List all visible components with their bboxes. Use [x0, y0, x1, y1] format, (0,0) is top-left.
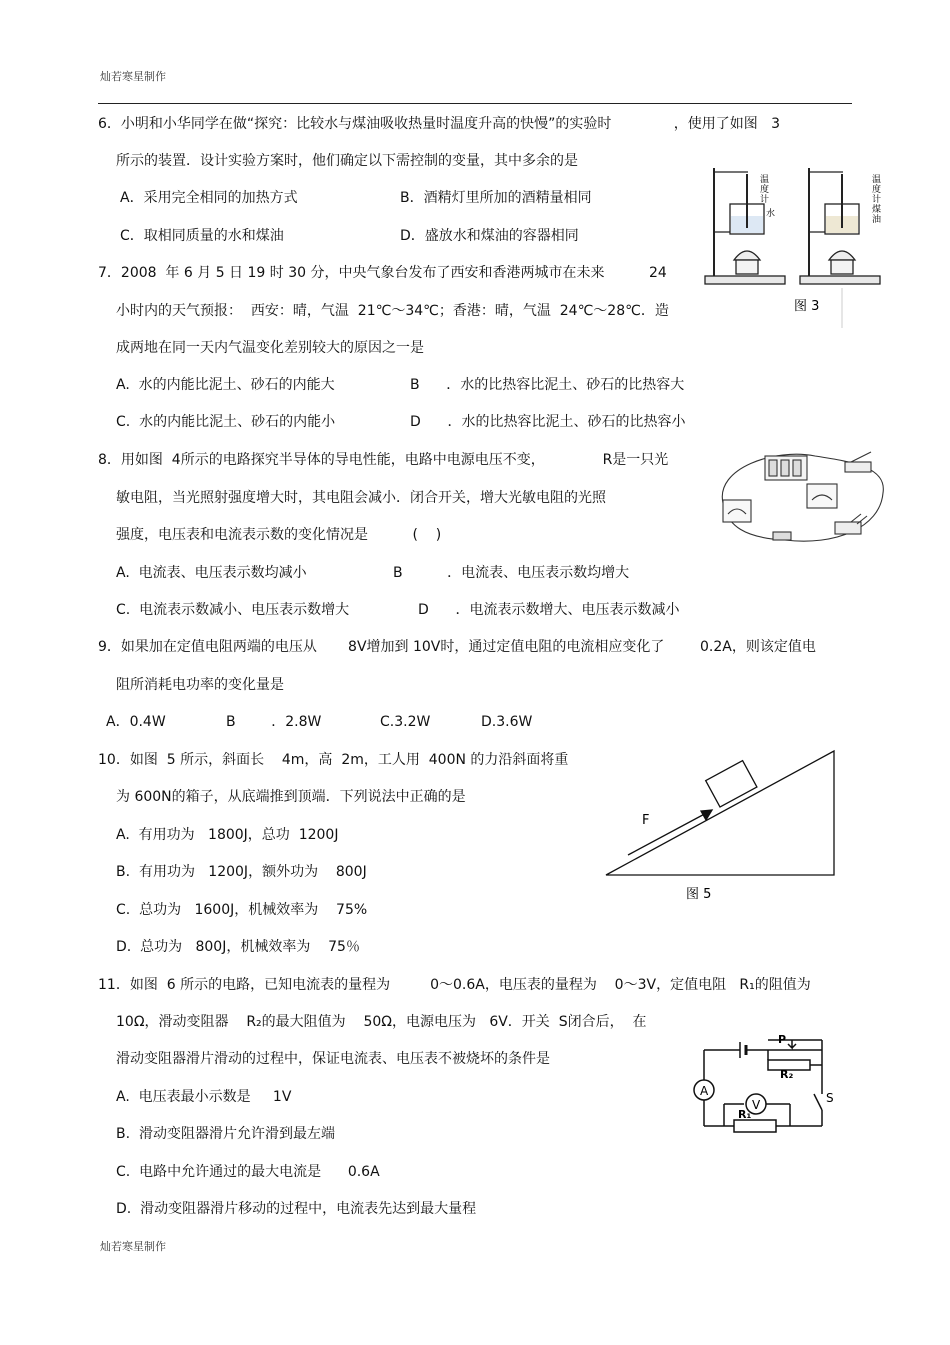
q6-option-c: C．取相同质量的水和煤油 [120, 228, 284, 244]
q10-option-d: D. 总功为 800J，机械效率为 75％ [116, 939, 360, 955]
fig6-switch [814, 1094, 822, 1110]
fig3-label-right-0: 温 [872, 175, 882, 185]
fig6-switch-label: S [826, 1091, 834, 1105]
header-rule [98, 103, 852, 104]
fig3-left-apparatus [705, 168, 785, 284]
fig3-label-right-1: 度 [872, 185, 882, 195]
q7-line-3: 成两地在同一天内气温变化差别较大的原因之一是 [116, 340, 424, 356]
fig4-ammeter [807, 484, 837, 508]
q7-option-b: B ．水的比热容比泥土、砂石的比热容大 [410, 377, 685, 393]
fig6-ammeter-label: A [700, 1084, 709, 1098]
fig6-r1-label: R₁ [738, 1108, 752, 1121]
fig3-caption: 图 3 [794, 299, 820, 314]
q8-line-1: 8．用如图 4所示的电路探究半导体的导电性能，电路中电源电压不变， R是一只光 [98, 452, 669, 468]
q7-option-d: D ．水的比热容比泥土、砂石的比热容小 [410, 414, 686, 430]
fig6-slider-label: P [778, 1033, 787, 1046]
figure-5 [600, 745, 840, 905]
figure-3 [700, 160, 890, 330]
q11-line-1: 11．如图 6 所示的电路，已知电流表的量程为 0～0.6A，电压表的量程为 0～3V，定值电阻 R₁的阻值为 [98, 977, 811, 993]
fig3-label-left-3: 水 [766, 209, 776, 219]
q6-option-d: D．盛放水和煤油的容器相同 [400, 228, 579, 244]
fig6-voltmeter-label: V [752, 1098, 761, 1112]
q11-option-b: B. 滑动变阻器滑片允许滑到最左端 [116, 1126, 335, 1142]
q8-option-d: D ．电流表示数增大、电压表示数减小 [418, 602, 680, 618]
q11-line-3: 滑动变阻器滑片滑动的过程中，保证电流表、电压表不被烧坏的条件是 [116, 1051, 550, 1067]
q7-line-1: 7．2008 年 6 月 5 日 19 时 30 分，中央气象台发布了西安和香港两城市在未来 24 [98, 265, 667, 281]
fig5-force-label: F [642, 813, 650, 828]
q6-line-2: 所示的装置．设计实验方案时，他们确定以下需控制的变量，其中多余的是 [116, 153, 578, 169]
q9-option-d: D.3.6W [481, 714, 533, 730]
fig3-label-left-1: 度 [760, 185, 770, 195]
q7-option-a: A. 水的内能比泥土、砂石的内能大 [116, 377, 335, 393]
fig6-r2-label: R₂ [780, 1068, 794, 1081]
page-header: 灿若寒星制作 [100, 70, 166, 83]
q11-line-2: 10Ω，滑动变阻器 R₂的最大阻值为 50Ω，电源电压为 6V．开关 S闭合后， 在 [116, 1014, 647, 1030]
fig5-incline [606, 751, 834, 875]
q8-option-a: A. 电流表、电压表示数均减小 [116, 565, 307, 581]
q8-option-b: B ．电流表、电压表示数均增大 [393, 565, 630, 581]
q10-option-a: A. 有用功为 1800J，总功 1200J [116, 827, 339, 843]
q10-line-2: 为 600N的箱子，从底端推到顶端．下列说法中正确的是 [116, 789, 466, 805]
q8-line-2: 敏电阻，当光照射强度增大时，其电阻会减小．闭合开关，增大光敏电阻的光照 [116, 490, 606, 506]
q6-option-a: A．采用完全相同的加热方式 [120, 190, 298, 206]
q11-option-d: D. 滑动变阻器滑片移动的过程中，电流表先达到最大量程 [116, 1201, 477, 1217]
fig3-label-right-2: 计 [872, 195, 882, 205]
fig6-r1 [734, 1120, 776, 1132]
fig3-label-right-3: 煤 [872, 205, 882, 215]
q8-option-c: C. 电流表示数减小、电压表示数增大 [116, 602, 350, 618]
q10-line-1: 10．如图 5 所示，斜面长 4m，高 2m，工人用 400N 的力沿斜面将重 [98, 752, 569, 768]
fig4-voltmeter [723, 500, 751, 522]
q10-option-b: B. 有用功为 1200J，额外功为 800J [116, 864, 367, 880]
figure-6 [680, 1030, 845, 1140]
fig5-force-arrow [628, 810, 712, 855]
fig3-label-left-2: 计 [760, 195, 770, 205]
q6-option-b: B．酒精灯里所加的酒精量相同 [400, 190, 592, 206]
fig5-box [706, 761, 757, 807]
q8-line-3: 强度，电压表和电流表示数的变化情况是 ( ) [116, 527, 442, 543]
q11-option-c: C. 电路中允许通过的最大电流是 0.6A [116, 1164, 380, 1180]
q9-option-a: A．0.4W [106, 714, 166, 730]
q10-option-c: C. 总功为 1600J，机械效率为 75% [116, 902, 368, 918]
q9-option-b: B ．2.8W [226, 714, 322, 730]
page-footer: 灿若寒星制作 [100, 1240, 166, 1253]
q11-option-a: A. 电压表最小示数是 1V [116, 1089, 292, 1105]
fig4-switch [845, 462, 871, 472]
fig3-right-apparatus [800, 168, 880, 284]
q7-option-c: C. 水的内能比泥土、砂石的内能小 [116, 414, 336, 430]
q9-option-c: C.3.2W [380, 714, 431, 730]
fig3-label-left-0: 温 [760, 175, 770, 185]
q6-line-1: 6．小明和小华同学在做“探究：比较水与煤油吸收热量时温度升高的快慢”的实验时 ，使用了如图 3 [98, 116, 780, 132]
figure-4 [715, 448, 890, 553]
q9-line-1: 9．如果加在定值电阻两端的电压从 8V增加到 10V时，通过定值电阻的电流相应变化了 0.2A，则该定值电 [98, 639, 816, 655]
fig3-label-right-4: 油 [872, 215, 882, 225]
q7-line-2: 小时内的天气预报： 西安：晴，气温 21℃～34℃；香港：晴，气温 24℃～28℃．造 [116, 303, 669, 319]
q9-line-2: 阻所消耗电功率的变化量是 [116, 677, 284, 693]
fig5-caption: 图 5 [686, 887, 712, 902]
